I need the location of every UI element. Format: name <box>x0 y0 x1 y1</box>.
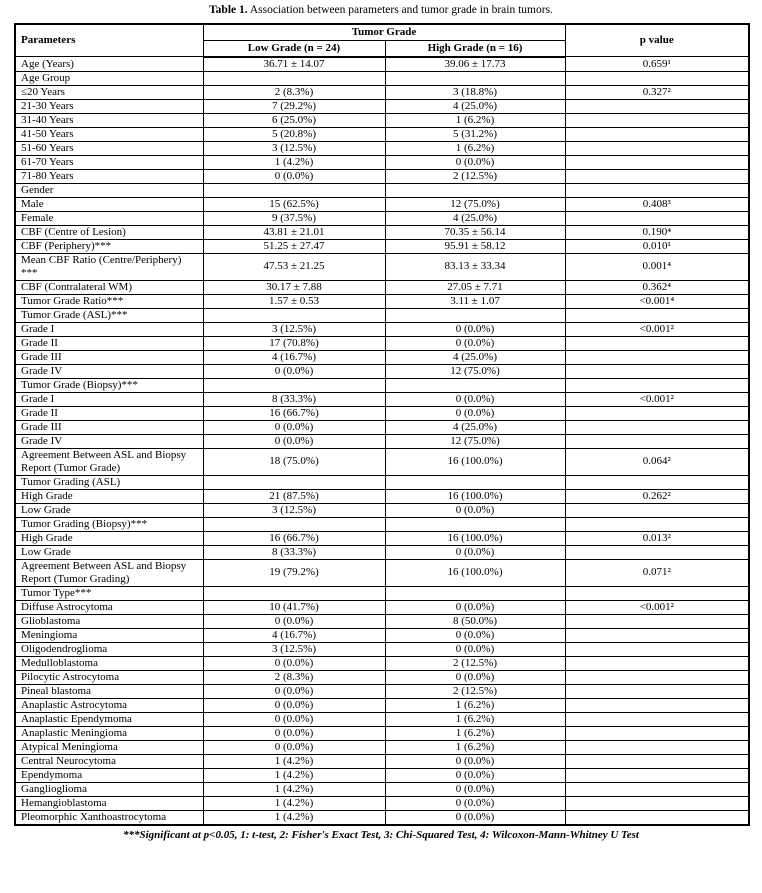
table-row <box>15 545 749 559</box>
low-grade-cell: 0 (0.0%) <box>203 698 385 712</box>
table-row <box>15 448 749 475</box>
low-grade-cell: 15 (62.5%) <box>203 197 385 211</box>
high-grade-cell: 83.13 ± 33.34 <box>385 253 565 280</box>
p-value-cell: <0.001² <box>565 392 749 406</box>
p-value-cell <box>565 113 749 127</box>
footnote: ***Significant at p<0.05, 1: t-test, 2: Fisher's Exact Test, 3: Chi-Squared Test, 4: Wilcoxon-Mann-Whitney U Test <box>123 828 639 841</box>
table-row <box>15 782 749 796</box>
low-grade-cell: 16 (66.7%) <box>203 531 385 545</box>
parameter-cell: Tumor Type*** <box>15 586 203 600</box>
p-value-cell <box>565 684 749 698</box>
parameter-cell: Ependymoma <box>15 768 203 782</box>
p-value-cell <box>565 420 749 434</box>
parameter-cell: Grade I <box>15 392 203 406</box>
high-grade-cell: 0 (0.0%) <box>385 810 565 825</box>
high-grade-cell: 0 (0.0%) <box>385 155 565 169</box>
high-grade-cell: 2 (12.5%) <box>385 656 565 670</box>
parameter-cell: Meningioma <box>15 628 203 642</box>
p-value-cell: 0.408³ <box>565 197 749 211</box>
high-grade-cell: 12 (75.0%) <box>385 197 565 211</box>
low-grade-cell <box>203 586 385 600</box>
table-row <box>15 350 749 364</box>
low-grade-cell <box>203 308 385 322</box>
parameter-cell: CBF (Contralateral WM) <box>15 280 203 294</box>
high-grade-cell: 1 (6.2%) <box>385 726 565 740</box>
parameter-cell: Ganglioglioma <box>15 782 203 796</box>
p-value-cell <box>565 183 749 197</box>
parameter-cell: Low Grade <box>15 545 203 559</box>
parameter-cell: Age Group <box>15 71 203 85</box>
parameter-cell: Grade IV <box>15 364 203 378</box>
parameter-cell: Grade III <box>15 350 203 364</box>
table-row <box>15 308 749 322</box>
table-row <box>15 531 749 545</box>
parameter-cell: Oligodendroglioma <box>15 642 203 656</box>
high-grade-cell: 1 (6.2%) <box>385 712 565 726</box>
table-row <box>15 726 749 740</box>
p-value-cell <box>565 698 749 712</box>
p-value-cell: <0.001² <box>565 600 749 614</box>
table-row <box>15 600 749 614</box>
col-header-parameters: Parameters <box>15 24 203 57</box>
table-row <box>15 225 749 239</box>
parameter-cell: Pineal blastoma <box>15 684 203 698</box>
low-grade-cell: 3 (12.5%) <box>203 503 385 517</box>
p-value-cell <box>565 378 749 392</box>
p-value-cell <box>565 670 749 684</box>
low-grade-cell: 36.71 ± 14.07 <box>203 57 385 72</box>
table-row <box>15 740 749 754</box>
p-value-cell <box>565 810 749 825</box>
table-row <box>15 113 749 127</box>
p-value-cell <box>565 768 749 782</box>
low-grade-cell: 5 (20.8%) <box>203 127 385 141</box>
table-row <box>15 810 749 825</box>
table-row <box>15 475 749 489</box>
low-grade-cell: 3 (12.5%) <box>203 642 385 656</box>
high-grade-cell: 39.06 ± 17.73 <box>385 57 565 72</box>
p-value-cell <box>565 364 749 378</box>
low-grade-cell: 3 (12.5%) <box>203 322 385 336</box>
high-grade-cell: 0 (0.0%) <box>385 754 565 768</box>
parameter-cell: 51-60 Years <box>15 141 203 155</box>
parameter-cell: Anaplastic Ependymoma <box>15 712 203 726</box>
low-grade-cell: 0 (0.0%) <box>203 726 385 740</box>
low-grade-cell: 2 (8.3%) <box>203 85 385 99</box>
parameter-cell: Diffuse Astrocytoma <box>15 600 203 614</box>
table-row <box>15 656 749 670</box>
low-grade-cell <box>203 71 385 85</box>
table-row <box>15 57 749 72</box>
p-value-cell <box>565 434 749 448</box>
high-grade-cell: 0 (0.0%) <box>385 768 565 782</box>
p-value-cell: <0.001² <box>565 322 749 336</box>
p-value-cell <box>565 350 749 364</box>
association-table <box>14 23 750 826</box>
parameter-cell: Tumor Grading (ASL) <box>15 475 203 489</box>
col-header-p-value: p value <box>565 24 749 57</box>
p-value-cell <box>565 308 749 322</box>
high-grade-cell: 1 (6.2%) <box>385 141 565 155</box>
p-value-cell: 0.064² <box>565 448 749 475</box>
table-row <box>15 294 749 308</box>
parameter-cell: Grade II <box>15 406 203 420</box>
p-value-cell: 0.262² <box>565 489 749 503</box>
p-value-cell <box>565 127 749 141</box>
high-grade-cell: 0 (0.0%) <box>385 782 565 796</box>
p-value-cell: 0.190⁴ <box>565 225 749 239</box>
high-grade-cell <box>385 183 565 197</box>
table-row <box>15 796 749 810</box>
high-grade-cell: 27.05 ± 7.71 <box>385 280 565 294</box>
table-row <box>15 670 749 684</box>
parameter-cell: Age (Years) <box>15 57 203 72</box>
table-row <box>15 586 749 600</box>
parameter-cell: Tumor Grade (Biopsy)*** <box>15 378 203 392</box>
low-grade-cell: 1 (4.2%) <box>203 796 385 810</box>
high-grade-cell <box>385 586 565 600</box>
table-row <box>15 698 749 712</box>
parameter-cell: Tumor Grade Ratio*** <box>15 294 203 308</box>
high-grade-cell <box>385 517 565 531</box>
parameter-cell: Grade IV <box>15 434 203 448</box>
p-value-cell <box>565 406 749 420</box>
parameter-cell: Agreement Between ASL and Biopsy Report (Tumor Grade) <box>15 448 203 475</box>
low-grade-cell: 8 (33.3%) <box>203 545 385 559</box>
high-grade-cell: 12 (75.0%) <box>385 364 565 378</box>
low-grade-cell: 0 (0.0%) <box>203 614 385 628</box>
table-row <box>15 197 749 211</box>
high-grade-cell: 4 (25.0%) <box>385 420 565 434</box>
p-value-cell <box>565 155 749 169</box>
p-value-cell <box>565 141 749 155</box>
p-value-cell <box>565 503 749 517</box>
high-grade-cell: 3.11 ± 1.07 <box>385 294 565 308</box>
parameter-cell: Gender <box>15 183 203 197</box>
table-row <box>15 628 749 642</box>
low-grade-cell: 10 (41.7%) <box>203 600 385 614</box>
high-grade-cell: 16 (100.0%) <box>385 531 565 545</box>
low-grade-cell: 1.57 ± 0.53 <box>203 294 385 308</box>
p-value-cell: 0.362⁴ <box>565 280 749 294</box>
p-value-cell <box>565 796 749 810</box>
low-grade-cell: 1 (4.2%) <box>203 810 385 825</box>
p-value-cell <box>565 475 749 489</box>
parameter-cell: Male <box>15 197 203 211</box>
high-grade-cell: 1 (6.2%) <box>385 740 565 754</box>
p-value-cell <box>565 754 749 768</box>
table-row <box>15 684 749 698</box>
parameter-cell: Central Neurocytoma <box>15 754 203 768</box>
p-value-cell <box>565 726 749 740</box>
parameter-cell: High Grade <box>15 531 203 545</box>
parameter-cell: Medulloblastoma <box>15 656 203 670</box>
p-value-cell <box>565 656 749 670</box>
high-grade-cell: 0 (0.0%) <box>385 796 565 810</box>
low-grade-cell: 18 (75.0%) <box>203 448 385 475</box>
low-grade-cell: 30.17 ± 7.88 <box>203 280 385 294</box>
high-grade-cell: 0 (0.0%) <box>385 628 565 642</box>
high-grade-cell: 95.91 ± 58.12 <box>385 239 565 253</box>
parameter-cell: Atypical Meningioma <box>15 740 203 754</box>
p-value-cell: 0.071² <box>565 559 749 586</box>
p-value-cell <box>565 336 749 350</box>
parameter-cell: Pilocytic Astrocytoma <box>15 670 203 684</box>
p-value-cell: 0.013² <box>565 531 749 545</box>
p-value-cell <box>565 99 749 113</box>
parameter-cell: 31-40 Years <box>15 113 203 127</box>
high-grade-cell: 16 (100.0%) <box>385 559 565 586</box>
high-grade-cell: 5 (31.2%) <box>385 127 565 141</box>
parameter-cell: Anaplastic Meningioma <box>15 726 203 740</box>
parameter-cell: Tumor Grade (ASL)*** <box>15 308 203 322</box>
low-grade-cell: 0 (0.0%) <box>203 169 385 183</box>
table-row <box>15 489 749 503</box>
table-row <box>15 155 749 169</box>
low-grade-cell: 0 (0.0%) <box>203 434 385 448</box>
table-row <box>15 99 749 113</box>
high-grade-cell <box>385 71 565 85</box>
parameter-cell: CBF (Periphery)*** <box>15 239 203 253</box>
table-row <box>15 712 749 726</box>
high-grade-cell: 0 (0.0%) <box>385 336 565 350</box>
high-grade-cell: 1 (6.2%) <box>385 698 565 712</box>
high-grade-cell <box>385 475 565 489</box>
col-header-high-grade: High Grade (n = 16) <box>385 40 565 57</box>
parameter-cell: Tumor Grading (Biopsy)*** <box>15 517 203 531</box>
low-grade-cell: 9 (37.5%) <box>203 211 385 225</box>
col-header-low-grade: Low Grade (n = 24) <box>203 40 385 57</box>
high-grade-cell: 2 (12.5%) <box>385 169 565 183</box>
low-grade-cell <box>203 517 385 531</box>
low-grade-cell: 4 (16.7%) <box>203 628 385 642</box>
table-row <box>15 768 749 782</box>
table-row <box>15 517 749 531</box>
p-value-cell <box>565 628 749 642</box>
parameter-cell: Agreement Between ASL and Biopsy Report (Tumor Grading) <box>15 559 203 586</box>
low-grade-cell: 6 (25.0%) <box>203 113 385 127</box>
p-value-cell <box>565 517 749 531</box>
table-row <box>15 754 749 768</box>
parameter-cell: Anaplastic Astrocytoma <box>15 698 203 712</box>
low-grade-cell: 8 (33.3%) <box>203 392 385 406</box>
p-value-cell <box>565 740 749 754</box>
parameter-cell: Grade II <box>15 336 203 350</box>
parameter-cell: High Grade <box>15 489 203 503</box>
parameter-cell: Grade I <box>15 322 203 336</box>
low-grade-cell: 0 (0.0%) <box>203 740 385 754</box>
p-value-cell <box>565 586 749 600</box>
high-grade-cell: 4 (25.0%) <box>385 350 565 364</box>
low-grade-cell: 2 (8.3%) <box>203 670 385 684</box>
table-row <box>15 364 749 378</box>
low-grade-cell: 16 (66.7%) <box>203 406 385 420</box>
high-grade-cell: 0 (0.0%) <box>385 406 565 420</box>
table-caption-text: Association between parameters and tumor grade in brain tumors. <box>247 4 553 16</box>
low-grade-cell: 1 (4.2%) <box>203 155 385 169</box>
high-grade-cell: 4 (25.0%) <box>385 99 565 113</box>
low-grade-cell <box>203 378 385 392</box>
table-row <box>15 183 749 197</box>
high-grade-cell: 8 (50.0%) <box>385 614 565 628</box>
p-value-cell: <0.001⁴ <box>565 294 749 308</box>
table-row <box>15 169 749 183</box>
low-grade-cell: 43.81 ± 21.01 <box>203 225 385 239</box>
parameter-cell: 71-80 Years <box>15 169 203 183</box>
low-grade-cell: 1 (4.2%) <box>203 768 385 782</box>
high-grade-cell <box>385 308 565 322</box>
parameter-cell: Female <box>15 211 203 225</box>
low-grade-cell: 0 (0.0%) <box>203 712 385 726</box>
table-row <box>15 336 749 350</box>
p-value-cell <box>565 169 749 183</box>
p-value-cell <box>565 642 749 656</box>
p-value-cell <box>565 71 749 85</box>
high-grade-cell: 0 (0.0%) <box>385 642 565 656</box>
low-grade-cell: 1 (4.2%) <box>203 754 385 768</box>
parameter-cell: Mean CBF Ratio (Centre/Periphery) *** <box>15 253 203 280</box>
table-row <box>15 141 749 155</box>
table-row <box>15 378 749 392</box>
parameter-cell: Pleomorphic Xanthoastrocytoma <box>15 810 203 825</box>
p-value-cell <box>565 545 749 559</box>
parameter-cell: 61-70 Years <box>15 155 203 169</box>
high-grade-cell: 16 (100.0%) <box>385 448 565 475</box>
high-grade-cell: 0 (0.0%) <box>385 670 565 684</box>
table-header <box>15 24 749 57</box>
parameter-cell: 21-30 Years <box>15 99 203 113</box>
parameter-cell: Grade III <box>15 420 203 434</box>
parameter-cell: Glioblastoma <box>15 614 203 628</box>
low-grade-cell: 21 (87.5%) <box>203 489 385 503</box>
low-grade-cell: 0 (0.0%) <box>203 684 385 698</box>
p-value-cell: 0.001⁴ <box>565 253 749 280</box>
table-row <box>15 239 749 253</box>
high-grade-cell: 70.35 ± 56.14 <box>385 225 565 239</box>
high-grade-cell: 12 (75.0%) <box>385 434 565 448</box>
high-grade-cell: 2 (12.5%) <box>385 684 565 698</box>
table-row <box>15 406 749 420</box>
table-row <box>15 503 749 517</box>
p-value-cell <box>565 211 749 225</box>
high-grade-cell: 16 (100.0%) <box>385 489 565 503</box>
low-grade-cell: 1 (4.2%) <box>203 782 385 796</box>
table-row <box>15 614 749 628</box>
p-value-cell: 0.659¹ <box>565 57 749 72</box>
high-grade-cell: 0 (0.0%) <box>385 392 565 406</box>
high-grade-cell: 0 (0.0%) <box>385 545 565 559</box>
parameter-cell: 41-50 Years <box>15 127 203 141</box>
high-grade-cell <box>385 378 565 392</box>
p-value-cell <box>565 614 749 628</box>
table-row <box>15 392 749 406</box>
low-grade-cell <box>203 183 385 197</box>
high-grade-cell: 3 (18.8%) <box>385 85 565 99</box>
table-row <box>15 253 749 280</box>
low-grade-cell: 19 (79.2%) <box>203 559 385 586</box>
parameter-cell: Hemangioblastoma <box>15 796 203 810</box>
low-grade-cell: 3 (12.5%) <box>203 141 385 155</box>
low-grade-cell: 17 (70.8%) <box>203 336 385 350</box>
col-header-tumor-grade: Tumor Grade <box>203 24 565 41</box>
p-value-cell: 0.327² <box>565 85 749 99</box>
low-grade-cell: 4 (16.7%) <box>203 350 385 364</box>
p-value-cell <box>565 712 749 726</box>
table-row <box>15 280 749 294</box>
low-grade-cell: 0 (0.0%) <box>203 420 385 434</box>
table-row <box>15 322 749 336</box>
high-grade-cell: 0 (0.0%) <box>385 600 565 614</box>
parameter-cell: Low Grade <box>15 503 203 517</box>
table-caption-label: Table 1. <box>209 4 248 16</box>
p-value-cell: 0.010¹ <box>565 239 749 253</box>
high-grade-cell: 0 (0.0%) <box>385 503 565 517</box>
high-grade-cell: 4 (25.0%) <box>385 211 565 225</box>
table-row <box>15 434 749 448</box>
table-row <box>15 642 749 656</box>
low-grade-cell <box>203 475 385 489</box>
table-row <box>15 127 749 141</box>
low-grade-cell: 0 (0.0%) <box>203 656 385 670</box>
high-grade-cell: 0 (0.0%) <box>385 322 565 336</box>
table-body <box>15 57 749 825</box>
low-grade-cell: 0 (0.0%) <box>203 364 385 378</box>
parameter-cell: ≤20 Years <box>15 85 203 99</box>
table-row <box>15 211 749 225</box>
low-grade-cell: 47.53 ± 21.25 <box>203 253 385 280</box>
high-grade-cell: 1 (6.2%) <box>385 113 565 127</box>
table-row <box>15 420 749 434</box>
low-grade-cell: 7 (29.2%) <box>203 99 385 113</box>
table-caption <box>14 3 748 18</box>
p-value-cell <box>565 782 749 796</box>
table-row <box>15 85 749 99</box>
low-grade-cell: 51.25 ± 27.47 <box>203 239 385 253</box>
parameter-cell: CBF (Centre of Lesion) <box>15 225 203 239</box>
table-row <box>15 71 749 85</box>
table-row <box>15 559 749 586</box>
